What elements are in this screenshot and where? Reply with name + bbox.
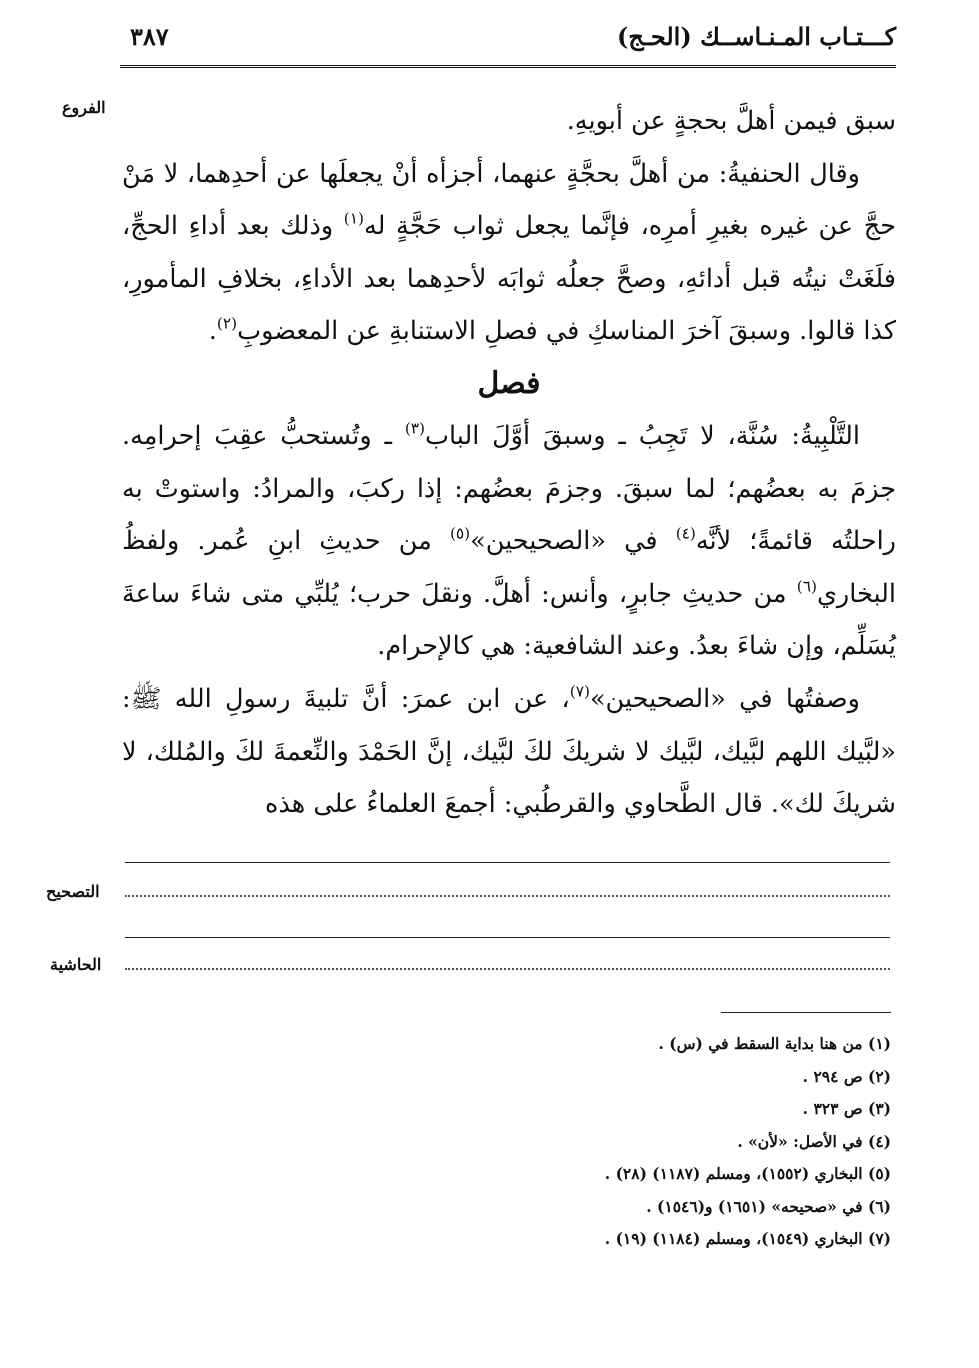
footnote-ref-1: (١) [343,209,364,228]
footnote-item: (٧) البخاري (١٥٤٩)، ومسلم (١١٨٤) (١٩) . [604,1229,891,1248]
paragraph-3-text-b: ـ وتُستحبُّ عقِبَ إحرامِه. جزمَ به بعضُهم؛ لما سبقَ. وجزمَ بعضُهم: إذا ركبَ، والمرادُ: واستوتْ به راحلتُه قائمةً؛ لأنَّه [122,420,896,557]
footnote-item: (١) من هنا بداية السقط في (س) . [658,1034,891,1053]
footnote-item: (٤) في الأصل: «لأن» . [737,1131,891,1151]
paragraph-1-text: سبق فيمن أهلَّ بحجةٍ عن أبويهِ. [566,106,896,136]
running-header [120,0,896,68]
footnote-ref-2: (٢) [216,314,238,333]
paragraph-2-text-b: وذلك بعد أداءِ الحجِّ، فلَغَتْ نيتُه قبل أدائهِ، وصحَّ جعلُه ثوابَه لأحدِهما بعد الأداءِ، بخلافِ المأمورِ، كذا قالوا. وسبقَ آخرَ المناسكِ في فصلِ الاستنابةِ عن المعضوبِ [122,211,896,347]
paragraph-3-text-c: في «الصحيحين» [470,526,676,557]
paragraph-3-text-d: من حديثِ ابنِ عُمر. ولفظُ البخاري [122,526,896,609]
footnote-item: (٦) في «صحيحه» (١٦٥١) و(١٥٤٦) . [646,1196,891,1216]
paragraph-4-text-b: ، عن ابن عمرَ: أنَّ تلبيةَ رسولِ الله ﷺ: «لبَّيك اللهم لبَّيك، لبَّيك لا شريكَ لكَ لبَّيك، إنَّ الحَمْدَ والنِّعمةَ لكَ والمُلك، لا شريكَ لك». قال الطَّحاوي والقرطُبي: أجمعَ العلماءُ على هذه [122,683,896,820]
footnote-ref-5: (٥) [449,524,471,543]
margin-label-tashih: التصحيح [46,882,100,901]
paragraph-4-text-a: وصفتُها في «الصحيحين» [589,683,860,714]
footnote-item: (٥) البخاري (١٥٥٢)، ومسلم (١١٨٧) (٢٨) . [604,1164,891,1183]
main-text [122,95,896,831]
margin-label-furu: الفروع [62,98,106,117]
hashiya-rule [125,937,890,938]
paragraph-2-text-c: . [208,316,217,347]
margin-label-hashiya: الحاشية [50,955,102,974]
paragraph-3-text-a: التَّلْبِيةُ: سُنَّة، لا تَجِبُ ـ وسبقَ أوَّلَ الباب [424,420,860,451]
footnote-item: (٣) ص ٣٢٣ . [802,1099,891,1118]
book-title: كـــتـاب المـنـاســك (الحـج) [617,22,896,51]
paragraph-3-text-e: من حديثِ جابرٍ، وأنس: أهلَّ. ونقلَ حرب؛ يُلبِّي متى شاءَ ساعةَ يُسَلِّم، وإن شاءَ بعدُ. وعند الشافعية: هي كالإحرام. [122,578,896,662]
hashiya-dotted-line [125,968,890,970]
section-heading: فصل [477,365,541,401]
paragraph-2 [122,148,896,358]
footnote-ref-6: (٦) [796,577,817,596]
tashih-rule [125,862,890,863]
footnote-item: (٢) ص ٢٩٤ . [802,1066,891,1086]
paragraph-2-text-a: وقال الحنفيةُ: من أهلَّ بحجَّةٍ عنهما، أجزأه أنْ يجعلَها عن أحدِهما، لا مَنْ حجَّ عن غيره بغيرِ أمرِه، فإنَّما يجعل ثواب حَجَّةٍ له [122,158,896,242]
paragraph-1 [122,95,896,148]
footnote-separator [721,1012,891,1013]
paragraph-4 [122,673,896,831]
header-rule [120,65,896,68]
footnote-ref-3: (٣) [404,419,425,438]
footnote-ref-7: (٧) [569,682,590,701]
footnote-ref-4: (٤) [675,524,696,543]
footnotes [191,1028,891,1256]
tashih-dotted-line [125,895,890,897]
page-number: ٣٨٧ [130,22,169,51]
paragraph-3 [122,410,896,673]
